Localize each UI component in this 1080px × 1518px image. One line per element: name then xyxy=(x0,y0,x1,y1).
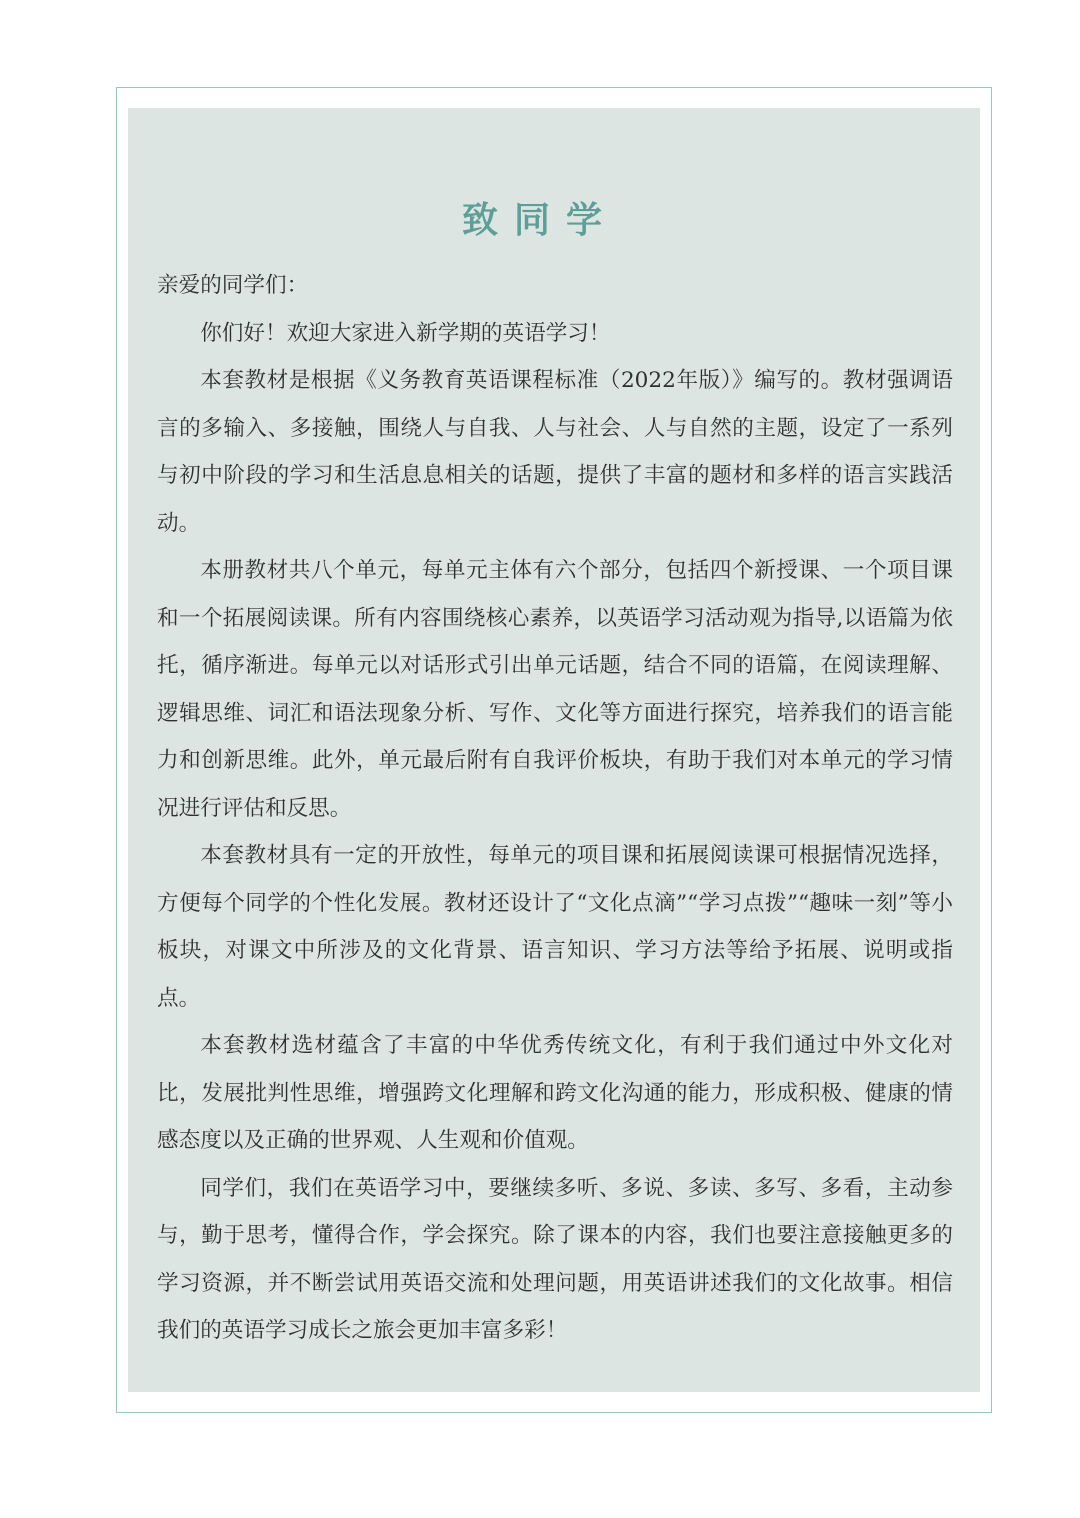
paragraph-textbook-basis: 本套教材是根据《义务教育英语课程标准（2022年版）》编写的。教材强调语言的多输入、多接触，围绕人与自我、人与社会、人与自然的主题，设定了一系列与初中阶段的学习和生活息息相关的话题，提供了丰富的题材和多样的语言实践活动。 xyxy=(157,368,953,536)
paragraph-greeting: 你们好！欢迎大家进入新学期的英语学习！ xyxy=(200,320,611,346)
salutation: 亲爱的同学们： xyxy=(157,273,309,298)
paragraph-encouragement: 同学们，我们在英语学习中，要继续多听、多说、多读、多写、多看，主动参与，勤于思考，懂得合作，学会探究。除了课本的内容，我们也要注意接触更多的学习资源，并不断尝试用英语交流和处理问题，用英语讲述我们的文化故事。相信我们的英语学习成长之旅会更加丰富多彩！ xyxy=(157,1175,953,1343)
letter-body xyxy=(157,262,953,1355)
paragraph-culture: 本套教材选材蕴含了丰富的中华优秀传统文化，有利于我们通过中外文化对比，发展批判性思维，增强跨文化理解和跨文化沟通的能力，形成积极、健康的情感态度以及正确的世界观、人生观和价值观。 xyxy=(157,1033,953,1153)
page-title: 致同学 xyxy=(461,199,618,242)
paragraph-structure: 本册教材共八个单元，每单元主体有六个部分，包括四个新授课、一个项目课和一个拓展阅读课。所有内容围绕核心素养，以英语学习活动观为指导,以语篇为依托，循序渐进。每单元以对话形式引出单元话题，结合不同的语篇，在阅读理解、逻辑思维、词汇和语法现象分析、写作、文化等方面进行探究，培养我们的语言能力和创新思维。此外，单元最后附有自我评价板块，有助于我们对本单元的学习情况进行评估和反思。 xyxy=(157,558,953,821)
paragraph-openness: 本套教材具有一定的开放性，每单元的项目课和拓展阅读课可根据情况选择，方便每个同学的个性化发展。教材还设计了“文化点滴”“学习点拨”“趣味一刻”等小板块，对课文中所涉及的文化背景、语言知识、学习方法等给予拓展、说明或指点。 xyxy=(157,843,953,1011)
